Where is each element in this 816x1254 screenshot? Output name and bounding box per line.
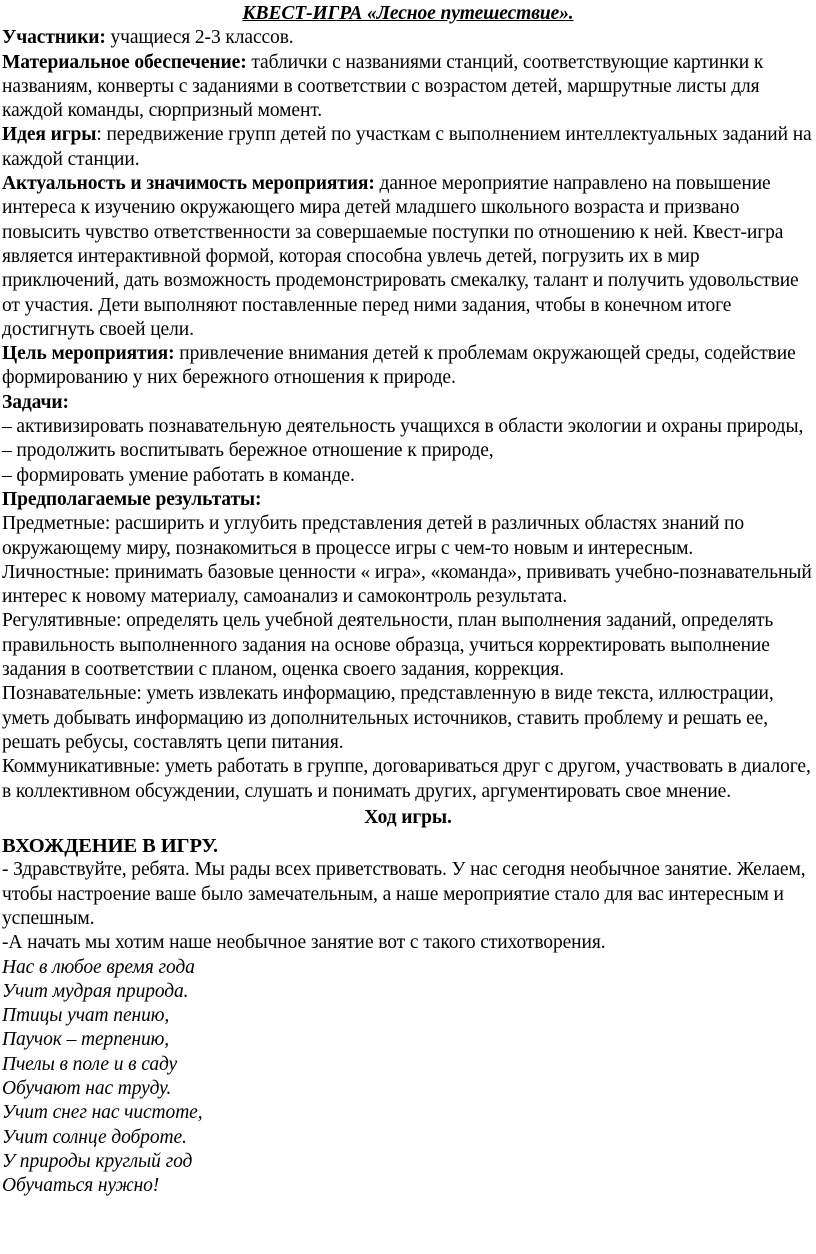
poem: [2, 956, 814, 1199]
relevance-label: Актуальность и значимость мероприятия:: [2, 173, 375, 195]
poem-line: У природы круглый год: [2, 1150, 193, 1172]
result-item: Предметные: расширить и углубить представления детей в различных областях знаний по окружающему миру, познакомиться в процессе игры с чем-то новым и интересным.: [2, 513, 745, 559]
tasks-label: Задачи:: [2, 391, 69, 413]
poem-line: Птицы учат пению,: [2, 1005, 170, 1027]
goal-text: привлечение внимания детей к проблемам окружающей среды, содействие формированию у них бережного отношения к природе.: [2, 343, 796, 389]
result-item: Познавательные: уметь извлекать информацию, представленную в виде текста, иллюстрации, уметь добывать информацию из дополнительных источников, ставить проблему и решать ее, решать ребусы, составлять цепи питания.: [2, 683, 774, 753]
poem-line: Пчелы в поле и в саду: [2, 1053, 178, 1075]
idea-text: : передвижение групп детей по участкам с выполнением интеллектуальных заданий на каждой станции.: [2, 124, 812, 170]
materials-paragraph: [2, 51, 814, 124]
participants-label: Участники:: [2, 27, 106, 49]
entry-title: ВХОЖДЕНИЕ В ИГРУ.: [2, 835, 219, 858]
poem-line: Нас в любое время года: [2, 956, 195, 978]
poem-line: Учит снег нас чистоте,: [2, 1102, 203, 1124]
idea-paragraph: [2, 123, 814, 172]
relevance-paragraph: [2, 172, 814, 342]
results-label: Предполагаемые результаты:: [2, 488, 262, 510]
tasks-heading: [2, 391, 814, 415]
goal-paragraph: [2, 342, 814, 391]
poem-line: Обучаться нужно!: [2, 1175, 160, 1197]
entry-line: - Здравствуйте, ребята. Мы рады всех приветствовать. У нас сегодня необычное занятие. Желаем, чтобы настроение ваше было замечательным, а наше мероприятие стало для вас интересным и успешным.: [2, 859, 806, 929]
goal-label: Цель мероприятия:: [2, 343, 175, 365]
poem-line: Паучок – терпению,: [2, 1029, 170, 1051]
task-item: – формировать умение работать в команде.: [2, 464, 355, 486]
poem-line: Обучают нас труду.: [2, 1078, 172, 1100]
entry-line: -А начать мы хотим наше необычное занятие вот с такого стихотворения.: [2, 932, 606, 954]
task-item: – активизировать познавательную деятельность учащихся в области экологии и охраны природы,: [2, 416, 804, 438]
idea-label: Идея игры: [2, 124, 97, 146]
result-item: Личностные: принимать базовые ценности « игра», «команда», прививать учебно-познавательный интерес к новому материалу, самоанализ и самоконтроль результата.: [2, 561, 812, 608]
task-item: – продолжить воспитывать бережное отношение к природе,: [2, 440, 494, 462]
result-item: Регулятивные: определять цель учебной деятельности, план выполнения заданий, определять правильность выполненного задания на основе образца, учиться корректировать выполнение задания в соответствии с планом, оценка своего задания, коррекция.: [2, 610, 774, 681]
participants-text: учащиеся 2-3 классов.: [105, 27, 294, 49]
results-heading: [2, 488, 814, 512]
materials-label: Материальное обеспечение:: [2, 51, 247, 73]
materials-text: таблички с названиями станций, соответствующие картинки к названиям, конверты с заданиями в соответствии с возрастом детей, маршрутные листы для каждой команды, сюрпризный момент.: [2, 51, 764, 122]
participants-paragraph: [2, 26, 814, 50]
course-title: Ход игры.: [364, 806, 452, 828]
relevance-text: данное мероприятие направлено на повышение интереса к изучению окружающего мира детей младшего школьного возраста и призвано повысить чувство ответственности за совершаемые поступки по отношению к ней. Квест-игра является интерактивной формой, которая способна увлечь детей, погрузить их в мир приключений, дать возможность продемонстрировать смекалку, талант и получить удовольствие от участия. Дети выполняют поставленные перед ними задания, чтобы в конечном итоге достигнуть своей цели.: [2, 173, 799, 340]
poem-line: Учит солнце доброте.: [2, 1126, 187, 1148]
result-item: Коммуникативные: уметь работать в группе, договариваться друг с другом, участвовать в диалоге, в коллективном обсуждении, слушать и понимать других, аргументировать свое мнение.: [2, 756, 811, 802]
poem-line: Учит мудрая природа.: [2, 980, 189, 1002]
document-title: КВЕСТ-ИГРА «Лесное путешествие».: [242, 3, 574, 24]
